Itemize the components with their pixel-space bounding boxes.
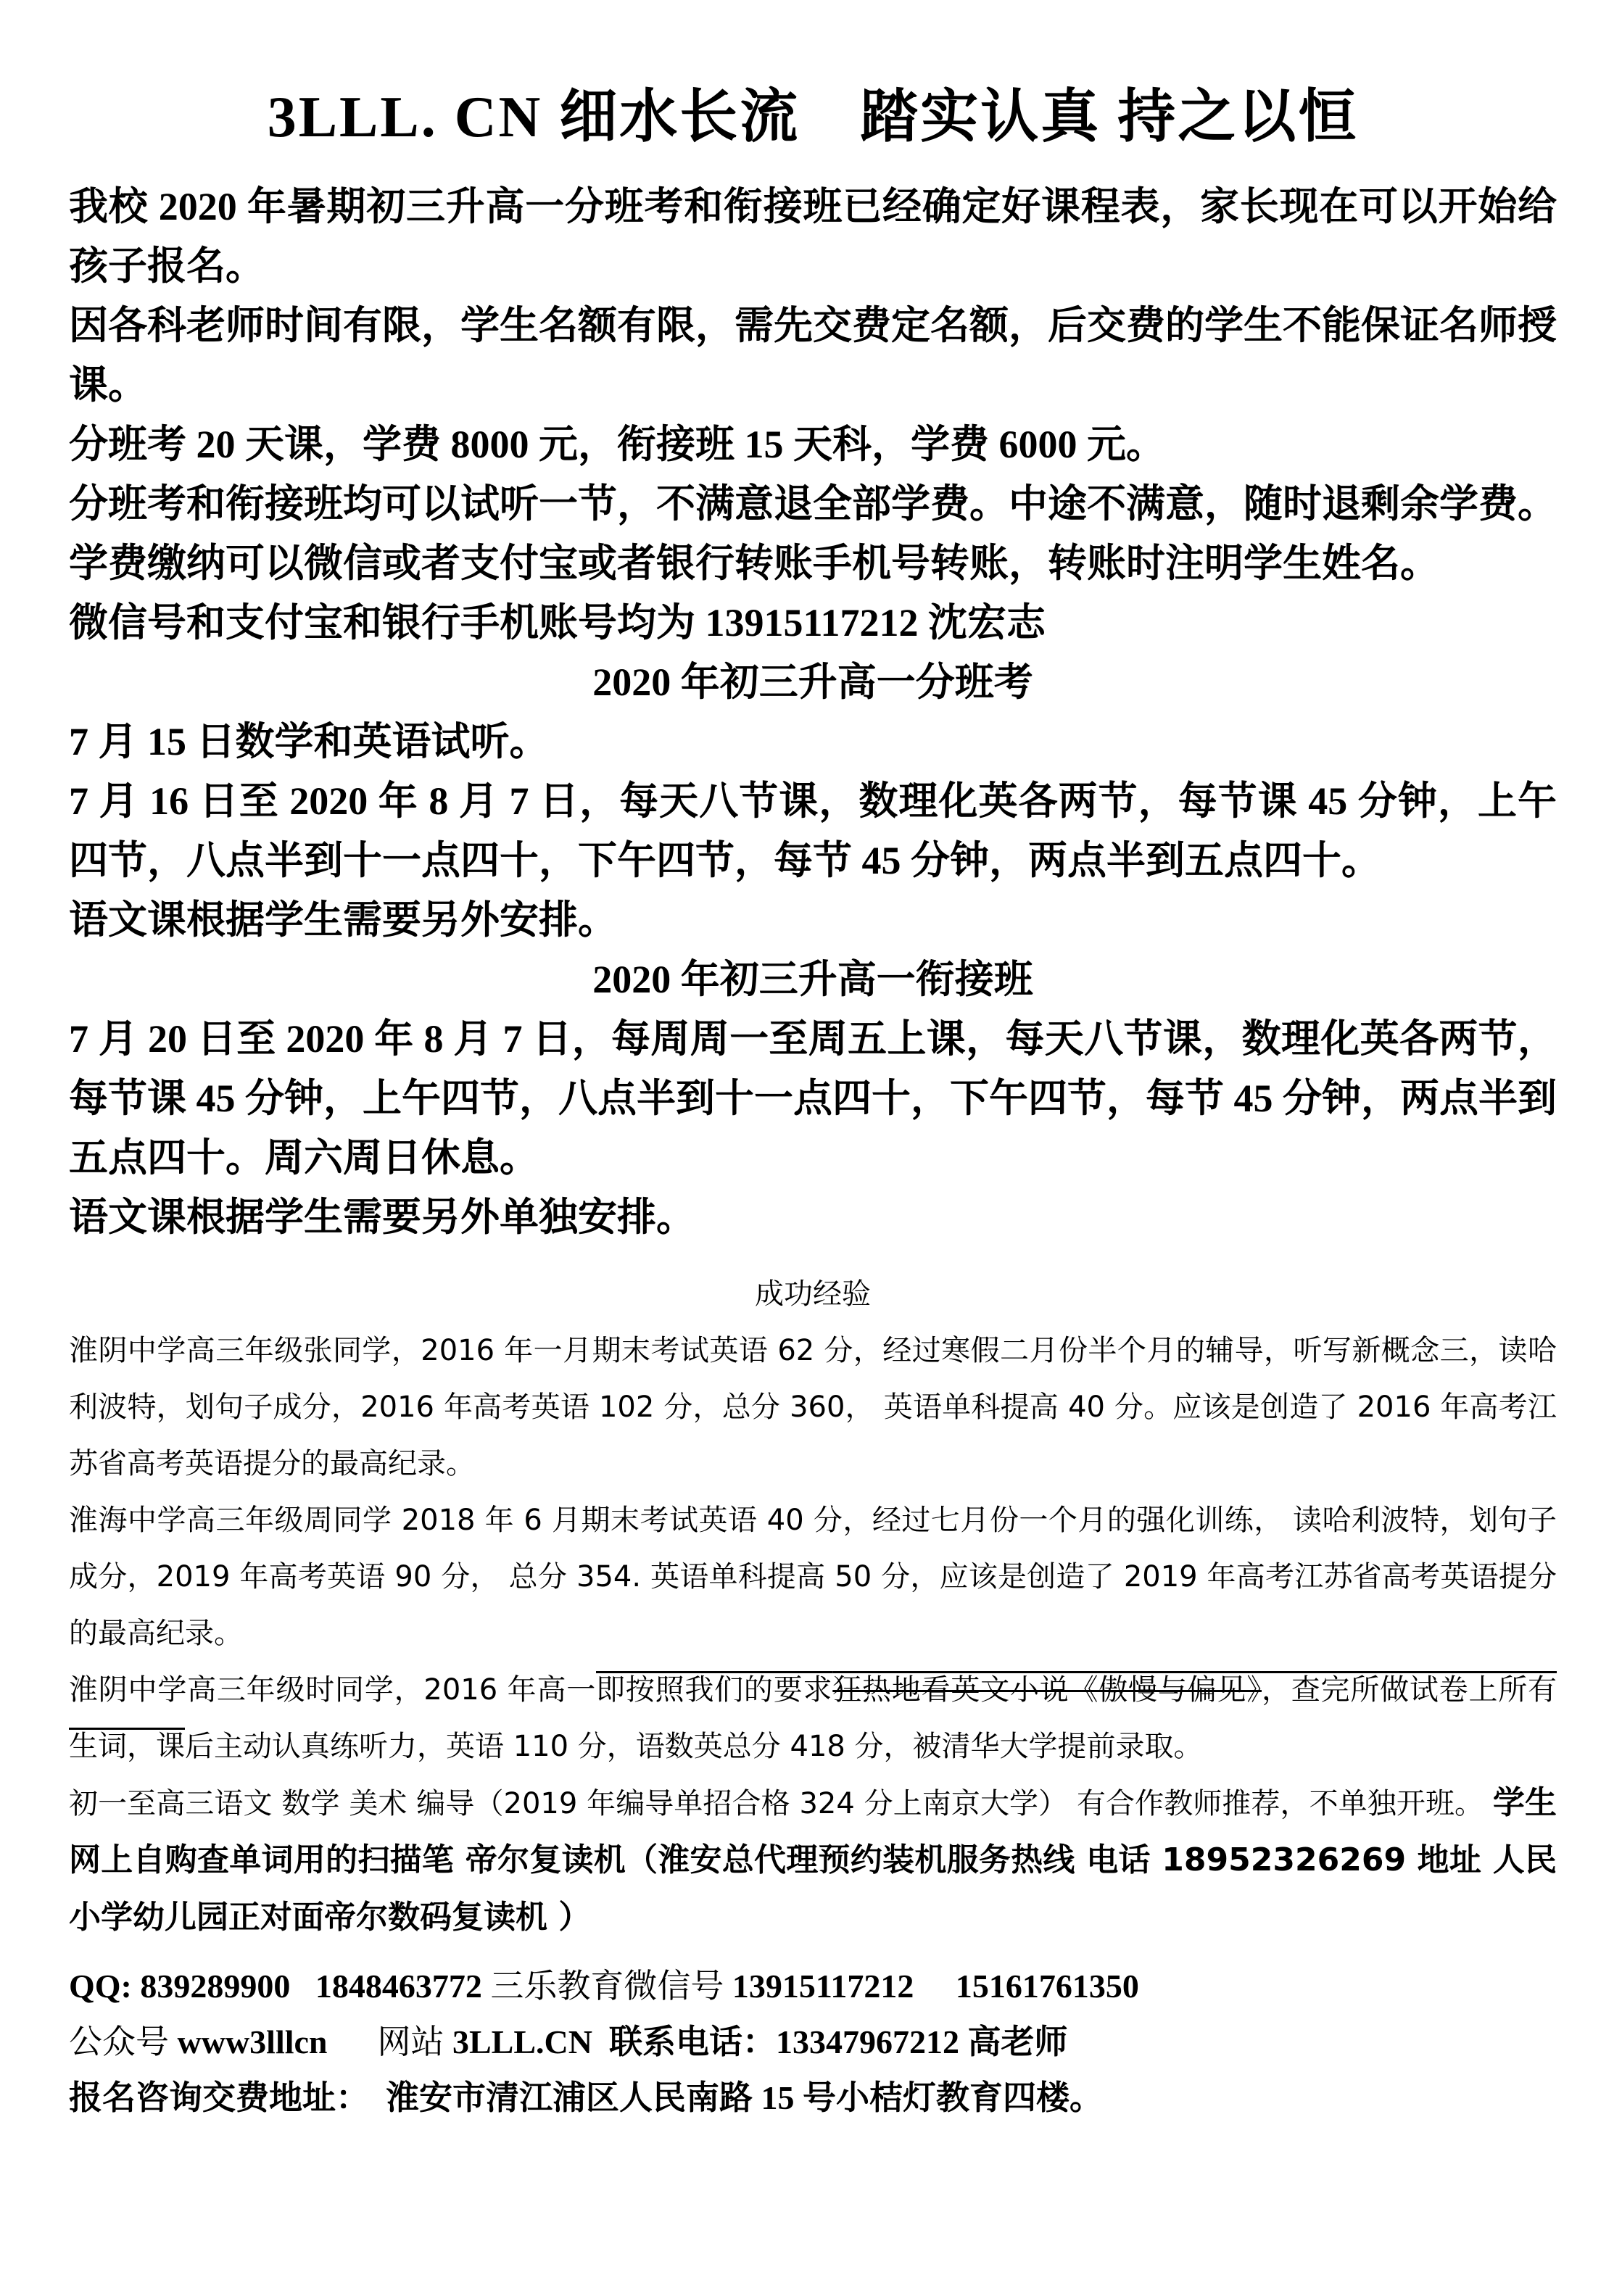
case-zhang-paragraph <box>69 1322 1557 1492</box>
text-run: 淮阴中学高三年级张同学，2016 年一月期末考试英语 62 分，经过寒假二月份半个月的辅导，听写新概念三，读哈利波特，划句子成分，2016 年高考英语 102 分，总分 360， 英语单科提高 40 分。应该是创造了 2016 年高考江苏省高考英语提分的最高纪录。 <box>69 1333 1557 1480</box>
text-run: 2020 年初三升高一分班考 <box>592 660 1033 704</box>
success-section-heading: 成功经验 <box>755 1277 871 1311</box>
text-run: 我校 2020 年暑期初三升高一分班考和衔接班已经确定好课程表，家长现在可以开始给孩子报名。 <box>69 184 1557 288</box>
text-run: 学费缴纳可以微信或者支付宝或者银行转账手机号转账，转账时注明学生姓名。 <box>69 541 1439 585</box>
text-run: 报名咨询交费地址： 淮安市清江浦区人民南路 15 号小桔灯教育四楼。 <box>69 2079 1103 2116</box>
address-line <box>69 2070 1557 2126</box>
text-run: 学生网上自购查单词用的扫描笔 帝尔复读机（淮安总代理预约装机服务热线 电话 18952326269 地址 人民小学幼儿园正对面帝尔数码复读机 ） <box>69 1783 1557 1936</box>
refund-policy-paragraph <box>69 474 1557 534</box>
text-run: www3lllcn <box>177 2023 328 2060</box>
fenban-chinese-paragraph <box>69 890 1557 950</box>
text-run: 7 月 16 日至 2020 年 8 月 7 日，每天八节课，数理化英各两节，每节课 45 分钟，上午四节，八点半到十一点四十，下午四节，每节 45 分钟，两点半到五点四十。 <box>69 779 1557 882</box>
success-experience-section <box>69 1266 1557 1947</box>
qq-wechat-line <box>69 1958 1557 2014</box>
quota-paragraph <box>69 296 1557 415</box>
success-case-list <box>69 1322 1557 1947</box>
text-run: 因各科老师时间有限，学生名额有限，需先交费定名额，后交费的学生不能保证名师授课。 <box>69 303 1557 407</box>
xianjie-chinese-paragraph <box>69 1188 1557 1247</box>
enrollment-notice-section <box>69 177 1557 1247</box>
text-run: 7 月 20 日至 2020 年 8 月 7 日，每周周一至周五上课，每天八节课，数理化英各两节，每节课 45 分钟，上午四节，八点半到十一点四十，下午四节，每节 45 分钟，两点半到五点四十。周六周日休息。 <box>69 1016 1557 1180</box>
case-zhou-paragraph <box>69 1492 1557 1662</box>
website-phone-line <box>69 2014 1557 2070</box>
xianjie-section-heading <box>69 950 1557 1009</box>
fenban-section-heading <box>69 652 1557 712</box>
text-run: 13915117212 15161761350 <box>732 1967 1139 2005</box>
text-run: 后主动认真练听力，英语 110 分，语数英总分 418 分，被清华大学提前录取。 <box>185 1729 1203 1763</box>
payment-method-paragraph <box>69 534 1557 593</box>
text-run: 三乐教育微信号 <box>490 1967 732 2005</box>
text-run: 公众号 <box>69 2023 178 2060</box>
xianjie-schedule-paragraph <box>69 1009 1557 1188</box>
text-run: 微信号和支付宝和银行手机账号均为 13915117212 沈宏志 <box>69 600 1046 645</box>
case-shi-paragraph <box>69 1662 1557 1775</box>
fenban-trial-paragraph <box>69 712 1557 771</box>
text-run: 分班考 20 天课，学费 8000 元，衔接班 15 天科，学费 6000 元。 <box>69 422 1165 466</box>
text-run: 分班考和衔接班均可以试听一节，不满意退全部学费。中途不满意，随时退剩余学费。 <box>69 481 1557 526</box>
tuition-paragraph <box>69 415 1557 474</box>
fenban-schedule-paragraph <box>69 771 1557 890</box>
text-run: QQ: 839289900 1848463772 <box>69 1967 491 2005</box>
text-run: 语文课根据学生需要另外单独安排。 <box>69 1195 695 1239</box>
text-run: 狂热地看英文小说《傲慢与偏见》 <box>832 1673 1262 1707</box>
courses-and-devices-paragraph <box>69 1775 1557 1947</box>
text-run: 联系电话：13347967212 高老师 <box>592 2023 1068 2060</box>
text-run: 淮阴中学高三年级时同学，2016 年高一 <box>69 1673 597 1707</box>
text-run: ，查完所做试卷上所有生词，课 <box>69 1673 1557 1763</box>
text-run: 7 月 15 日数学和英语试听。 <box>69 719 549 763</box>
contact-info-section <box>69 1958 1557 2126</box>
intro-paragraph <box>69 177 1557 296</box>
text-run: 网站 <box>327 2023 452 2060</box>
text-run: 3LLL.CN <box>452 2023 592 2060</box>
text-run: 2020 年初三升高一衔接班 <box>592 957 1033 1001</box>
page-title: 3LLL. CN 细水长流 踏实认真 持之以恒 <box>267 86 1359 149</box>
text-run: 语文课根据学生需要另外安排。 <box>69 898 617 942</box>
text-run: 淮海中学高三年级周同学 2018 年 6 月期末考试英语 40 分，经过七月份一个月的强化训练， 读哈利波特，划句子成分，2019 年高考英语 90 分， 总分 354. 英语单科提高 50 分，应该是创造了 2019 年高考江苏省高考英语提分的最高纪录。 <box>69 1503 1557 1650</box>
text-run: 初一至高三语文 数学 美术 编导（2019 年编导单招合格 324 分上南京大学） 有合作教师推荐，不单独开班。 <box>69 1786 1493 1820</box>
text-run: 即按照我们的要求 <box>596 1673 833 1707</box>
payment-account-paragraph <box>69 593 1557 652</box>
